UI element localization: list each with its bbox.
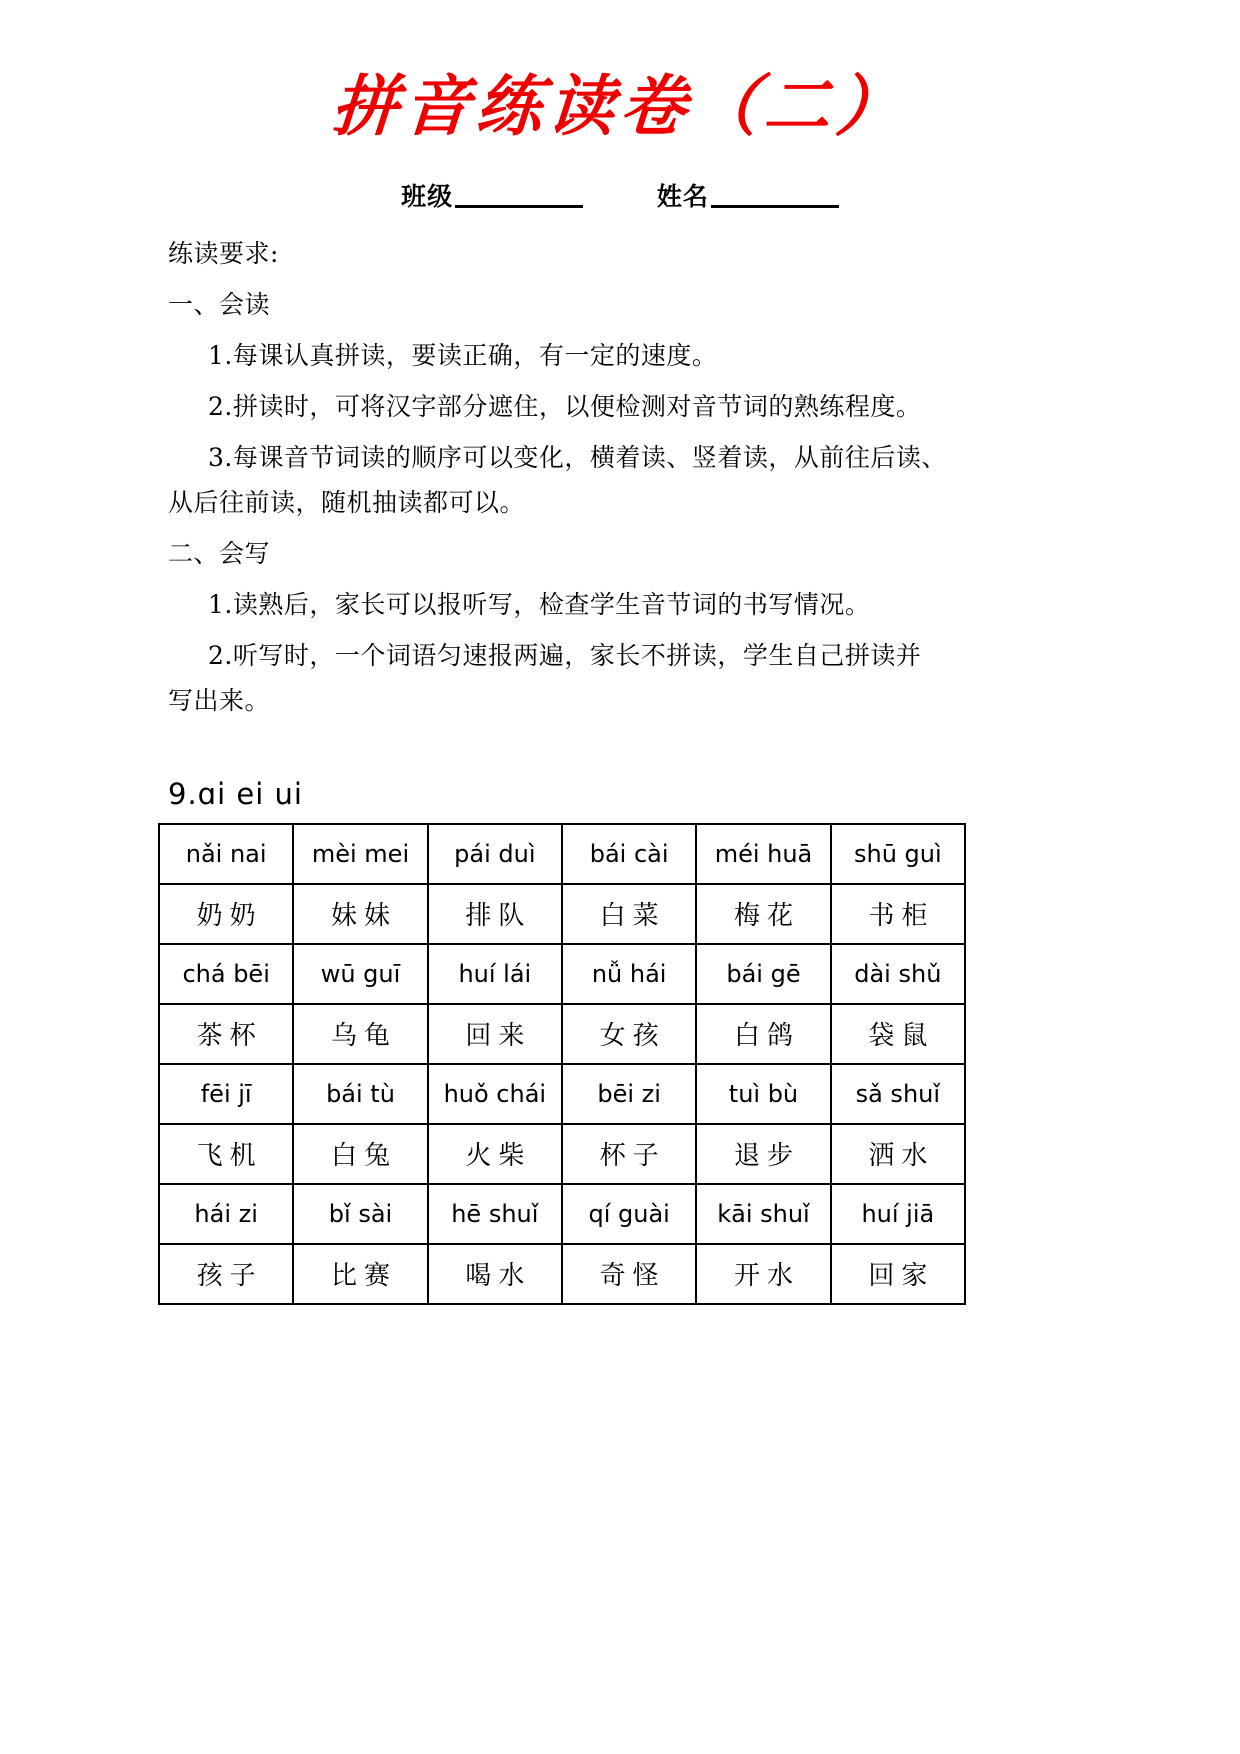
pinyin-cell: bái gē <box>696 944 830 1004</box>
pinyin-cell: dài shǔ <box>831 944 965 1004</box>
hanzi-cell: 洒水 <box>831 1124 965 1184</box>
instructions-lead: 练读要求: <box>168 238 279 268</box>
hanzi-cell: 排队 <box>428 884 562 944</box>
table-row <box>159 1064 965 1124</box>
hanzi-cell: 白鸽 <box>696 1004 830 1064</box>
table-row <box>159 944 965 1004</box>
name-blank[interactable] <box>711 178 839 207</box>
hanzi-cell: 杯子 <box>562 1124 696 1184</box>
hanzi-cell: 妹妹 <box>293 884 427 944</box>
hanzi-cell: 火柴 <box>428 1124 562 1184</box>
hanzi-cell: 梅花 <box>696 884 830 944</box>
section-heading-read: 一、会读 <box>168 289 271 319</box>
hanzi-cell: 袋鼠 <box>831 1004 965 1064</box>
class-blank[interactable] <box>455 178 583 207</box>
table-row <box>159 1004 965 1064</box>
pinyin-cell: qí guài <box>562 1184 696 1244</box>
lesson-heading: 9.ɑi ei ui <box>168 776 303 811</box>
section-heading-write: 二、会写 <box>168 538 271 568</box>
hanzi-cell: 白兔 <box>293 1124 427 1184</box>
class-label: 班级 <box>401 181 454 211</box>
pinyin-cell: nǎi nai <box>159 824 293 884</box>
pinyin-cell: pái duì <box>428 824 562 884</box>
hanzi-cell: 飞机 <box>159 1124 293 1184</box>
word-table-container <box>0 823 1240 1305</box>
pinyin-cell: fēi jī <box>159 1064 293 1124</box>
word-table <box>158 823 966 1305</box>
table-row <box>159 1244 965 1304</box>
name-label: 姓名 <box>656 181 709 211</box>
page-title: 拼音练读卷（二） <box>329 67 911 145</box>
write-item-2-cont: 写出来。 <box>168 685 271 715</box>
pinyin-cell: wū guī <box>293 944 427 1004</box>
student-info-line <box>0 177 1240 213</box>
name-field <box>657 177 839 213</box>
write-item-2: 2.听写时，一个词语匀速报两遍，家长不拼读，学生自己拼读并 <box>208 640 922 670</box>
hanzi-cell: 孩子 <box>159 1244 293 1304</box>
pinyin-cell: bēi zi <box>562 1064 696 1124</box>
hanzi-cell: 比赛 <box>293 1244 427 1304</box>
pinyin-cell: tuì bù <box>696 1064 830 1124</box>
pinyin-cell: sǎ shuǐ <box>831 1064 965 1124</box>
hanzi-cell: 回来 <box>428 1004 562 1064</box>
pinyin-cell: méi huā <box>696 824 830 884</box>
read-item-2: 2.拼读时，可将汉字部分遮住，以便检测对音节词的熟练程度。 <box>208 391 922 421</box>
hanzi-cell: 女孩 <box>562 1004 696 1064</box>
pinyin-cell: kāi shuǐ <box>696 1184 830 1244</box>
hanzi-cell: 喝水 <box>428 1244 562 1304</box>
hanzi-cell: 白菜 <box>562 884 696 944</box>
hanzi-cell: 开水 <box>696 1244 830 1304</box>
word-table-body <box>159 824 965 1304</box>
hanzi-cell: 书柜 <box>831 884 965 944</box>
table-row <box>159 1184 965 1244</box>
pinyin-cell: nǚ hái <box>562 944 696 1004</box>
hanzi-cell: 茶杯 <box>159 1004 293 1064</box>
title-container <box>0 0 1240 143</box>
pinyin-cell: chá bēi <box>159 944 293 1004</box>
pinyin-cell: mèi mei <box>293 824 427 884</box>
write-item-1: 1.读熟后，家长可以报听写，检查学生音节词的书写情况。 <box>208 589 871 619</box>
hanzi-cell: 乌龟 <box>293 1004 427 1064</box>
hanzi-cell: 奇怪 <box>562 1244 696 1304</box>
pinyin-cell: huí jiā <box>831 1184 965 1244</box>
pinyin-cell: shū guì <box>831 824 965 884</box>
read-item-3-cont: 从后往前读，随机抽读都可以。 <box>168 487 526 517</box>
pinyin-cell: bái cài <box>562 824 696 884</box>
read-item-3: 3.每课音节词读的顺序可以变化，横着读、竖着读，从前往后读、 <box>208 442 947 472</box>
instructions-block <box>0 238 1240 715</box>
table-row <box>159 1124 965 1184</box>
table-row <box>159 824 965 884</box>
pinyin-cell: hái zi <box>159 1184 293 1244</box>
hanzi-cell: 回家 <box>831 1244 965 1304</box>
pinyin-cell: bái tù <box>293 1064 427 1124</box>
pinyin-cell: huí lái <box>428 944 562 1004</box>
hanzi-cell: 奶奶 <box>159 884 293 944</box>
table-row <box>159 884 965 944</box>
pinyin-cell: bǐ sài <box>293 1184 427 1244</box>
pinyin-cell: huǒ chái <box>428 1064 562 1124</box>
hanzi-cell: 退步 <box>696 1124 830 1184</box>
read-item-1: 1.每课认真拼读，要读正确，有一定的速度。 <box>208 340 718 370</box>
class-field <box>401 177 583 213</box>
pinyin-cell: hē shuǐ <box>428 1184 562 1244</box>
